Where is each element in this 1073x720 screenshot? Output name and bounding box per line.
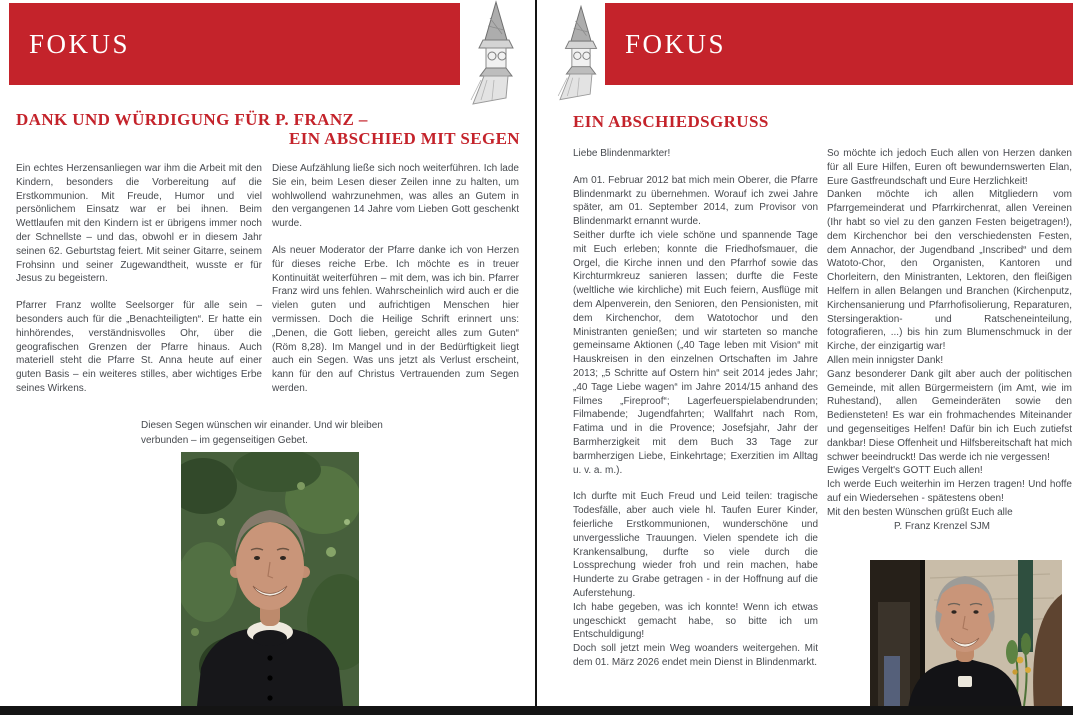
- paragraph: Ich habe gegeben, was ich konnte! Wenn ich etwas ungeschickt gemacht habe, so bitte ich um Entschuldigung!: [573, 601, 818, 641]
- paragraph: Am 01. Februar 2012 bat mich mein Oberer, die Pfarre Blindenmarkt zu übernehmen. Worauf ich zwei Jahre später, am 01. September 2014, zum Provisor von Blindenmarkt ernannt wurde.: [573, 174, 818, 228]
- fokus-banner-right: [605, 3, 1073, 85]
- page-right: [537, 0, 1073, 720]
- paragraph: Seither durfte ich viele schöne und spannende Tage mit Euch erleben; konnte die Friedhofsmauer, die Orgel, die Kirche innen und den Pfarrhof sowie das Kirchturmkreuz sanieren lassen; durfte die Feste (weltliche wie kirchliche) mit Euch feiern, Ausflüge mit dem Alpenverein, den Senioren, den Pensionisten, mit dem Kirchenchor, dem Watotochor und den Ministranten genießen; und wir starteten so manche gemeinsame Aktionen („40 Tage leben mit Vision“ mit Hauskreisen in den einzelnen Ortschaften im Jahre 2013; „5 Schritte auf Ostern hin“ seit 2014 jedes Jahr; „40 Tage Liebe wagen“ im Jahre 2014/15 anhand des Filmes „Fireproof“; Lagerfeuerspielabendrunden; Filmabende; Jugendfahrten; Wallfahrt nach Rom, Fatima und in die Provence; Josefsjahr, Jahr der Barmherzigkeit mit dem Buch 33 Tage zur barmherzigen Liebe, Einkehrtage; Exerzitien im Alltag u. v. a. m.).: [573, 229, 818, 476]
- paragraph: Ich werde Euch weiterhin im Herzen tragen! Und hoffe auf ein Wiedersehen - spätestens oben!: [827, 479, 1072, 504]
- paragraph: Ganz besonderer Dank gilt aber auch der politischen Gemeinde, mit allen Bürgermeistern (im Amt, wie im Ruhestand), allen Gemeinderäten sowie den Bediensteten! Es war ein frohmachendes Miteinander und gegenseitiges Helfen! Dafür bin ich Euch zutiefst dankbar! Diese Offenheit und Hilfsbereitschaft hat mich schwer beeindruckt! Das werde ich nie vergessen!: [827, 368, 1072, 463]
- left-column-2: [272, 162, 519, 396]
- paragraph: Doch soll jetzt mein Weg woanders weitergehen. Mit dem 01. März 2026 endet mein Dienst in Blindenmarkt.: [573, 643, 818, 668]
- paragraph: Als neuer Moderator der Pfarre danke ich von Herzen für dieses reiche Erbe. Ich möchte es in treuer Kontinuität weiterführen – mit dem, was ich bin. Pfarrer Franz wird uns fehlen. Wahrscheinlich wird auch er die vielen guten und aufrichtigen Menschen hier vermissen. Doch die Heilige Schrift erinnert uns: „Denen, die Gott lieben, gereicht alles zum Guten“ (Röm 8,28). Im Mangel und in der Bedürftigkeit liegt auch ein Segen. Was uns jetzt als Verlust erscheint, kann für den auf Christus Vertrauenden zum Segen werden.: [272, 244, 519, 394]
- article-title-line2: EIN ABSCHIED MIT SEGEN: [289, 129, 520, 148]
- paragraph: Ewiges Vergelt's GOTT Euch allen!: [827, 465, 983, 477]
- section-label: FOKUS: [29, 28, 131, 59]
- paragraph: Diese Aufzählung ließe sich noch weiterführen. Ich lade Sie ein, beim Lesen dieser Zeilen inne zu halten, um wohlwollend wahrzunehmen, was alles an Gutem in den vergangenen 14 Jahre vom Lieben Gott geschenkt wurde.: [272, 163, 519, 230]
- salutation: Liebe Blindenmarkter!: [573, 148, 671, 159]
- paragraph: Ich durfte mit Euch Freud und Leid teilen: tragische Todesfälle, aber auch viele hl. Taufen Eurer Kinder, feierliche Erstkommunionen, wunderschöne und unvergessliche Trauungen. Vielen spendete ich die Krankensalbung, durfte so viele durch die Lossprechung wieder froh und rein machen, habe Hunderte zu Grabe getragen - in der Hoffnung auf die Auferstehung.: [573, 491, 818, 599]
- photo-pfarrer-franz: [181, 452, 359, 706]
- paragraph: So möchte ich jedoch Euch allen von Herzen danken für all Eure Hilfen, Euren oft bewundernswerten Elan, Eure Gastfreundschaft und Eure Herzlichkeit!: [827, 148, 1072, 187]
- closing-line: Mit den besten Wünschen grüßt Euch alle: [827, 506, 1013, 518]
- left-column-1: [16, 162, 262, 396]
- fokus-banner-left: [9, 3, 460, 85]
- page-bottom-edge: [0, 706, 1073, 715]
- article-heading: EIN ABSCHIEDSGRUSS: [573, 112, 769, 131]
- blessing-caption: Diesen Segen wünschen wir einander. Und wir bleiben verbunden – im gegenseitigen Gebet.: [141, 420, 383, 446]
- paragraph: Pfarrer Franz wollte Seelsorger für alle sein – besonders auch für die „Benachteiligten“. Er hatte ein hinhörendes, verständnisvolles Ohr, über die geografischen Grenzen der Pfarre hinaus. Auch materiell steht die Pfarre St. Anna heute auf einer guten Basis – ein weiteres stilles, aber wichtiges Erbe seines Wirkens.: [16, 300, 262, 394]
- article-title-line1: DANK UND WÜRDIGUNG FÜR P. FRANZ –: [16, 110, 368, 129]
- page-left: [0, 0, 536, 720]
- paragraph: Danken möchte ich allen Mitgliedern vom Pfarrgemeinderat und Pfarrkirchenrat, allen Vereinen (Ihr habt so viel zu den ganzen Festen beigetragen!), dem Kirchenchor bei den verschiedensten Festen, dem Annachor, der Jugendband „Inscribed“ und dem Watoto-Chor, den Organisten, Kantoren und Chorleitern, den Ministranten, Lektoren, den fleißigen Helfern in allen Belangen und Branchen (Kirchenputz, Kirchensanierung und Pfarrhofisolierung, Reparaturen, Stersingeraktion- und Ratscheneinteilung, fotografieren, ...) bis hin zum Blumenschmuck in der Kirche, der einzigartig war!: [827, 189, 1072, 353]
- paragraph: Allen mein innigster Dank!: [827, 354, 944, 366]
- photo-p-franz-krenzel: [870, 560, 1062, 708]
- signature: P. Franz Krenzel SJM: [894, 520, 990, 532]
- church-tower-icon: [460, 0, 532, 106]
- section-label: FOKUS: [625, 28, 727, 59]
- right-column-1: [573, 147, 818, 670]
- church-tower-icon: [549, 0, 613, 106]
- paragraph: Ein echtes Herzensanliegen war ihm die Arbeit mit den Kindern, besonders die Vorbereitung auf die Erstkommunion. Mit Freude, Humor und viel persönlichem Einsatz war er bei ihnen. Beim Wettlaufen mit den Kindern ist er übrigens immer noch der Schnellste – und das, obwohl er in diesem Jahr seinen 62. Geburtstag feiert. Mit seiner Gitarre, seinem Frohsinn und seiner Zugewandtheit, wusste er für Jesus zu begeistern.: [16, 163, 262, 285]
- right-column-2: [827, 147, 1072, 533]
